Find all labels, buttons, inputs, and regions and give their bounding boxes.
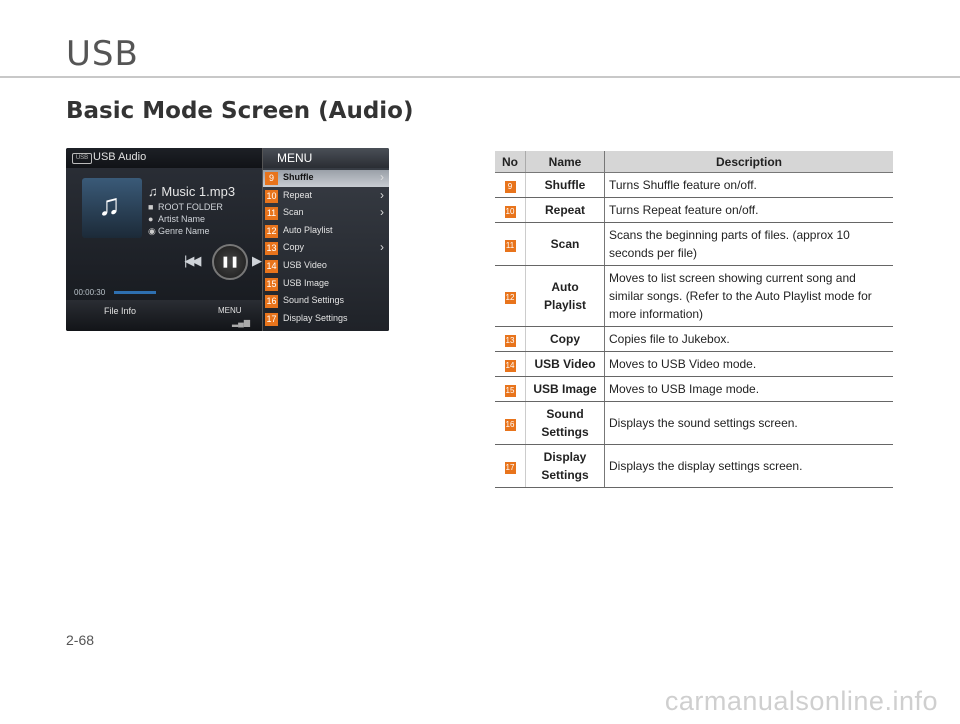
menu-item-label: USB Video	[283, 260, 327, 270]
page-number: 2-68	[66, 632, 95, 648]
table-row	[495, 377, 893, 402]
callout-number-badge: 13	[505, 336, 515, 345]
row-number-cell	[495, 266, 526, 327]
row-description-cell: Displays the sound settings screen.	[605, 402, 894, 445]
header-description: Description	[605, 151, 894, 173]
section-title: USB	[66, 34, 139, 74]
title-divider	[0, 76, 960, 78]
callout-number-badge: 11	[266, 208, 277, 219]
row-description-cell: Scans the beginning parts of files. (approx 10 seconds per file)	[605, 223, 894, 266]
menu-item[interactable]	[263, 276, 389, 293]
artist-line: ● Artist Name	[148, 214, 206, 224]
menu-item-label: Repeat	[283, 189, 313, 200]
menu-header: MENU	[263, 148, 389, 168]
description-table	[495, 151, 893, 488]
table-row	[495, 198, 893, 223]
row-number-cell	[495, 223, 526, 266]
row-name-cell: Auto Playlist	[526, 266, 605, 327]
menu-item[interactable]	[263, 205, 389, 222]
header-name: Name	[526, 151, 605, 173]
row-name-cell: Sound Settings	[526, 402, 605, 445]
menu-item[interactable]	[263, 188, 389, 205]
table-header-row	[495, 151, 893, 173]
table-row	[495, 266, 893, 327]
table-row	[495, 223, 893, 266]
menu-item[interactable]	[263, 240, 389, 257]
table-row	[495, 352, 893, 377]
genre-line: ◉ Genre Name	[148, 226, 210, 236]
track-title: ♫ Music 1.mp3	[148, 184, 236, 199]
row-number-cell	[495, 377, 526, 402]
callout-number-badge: 13	[266, 243, 277, 254]
previous-track-icon[interactable]: |◀◀	[184, 253, 199, 268]
menu-item[interactable]	[263, 293, 389, 310]
file-info-button[interactable]: File Info	[104, 306, 137, 316]
genre-icon: ◉	[148, 226, 156, 236]
row-name-cell: Scan	[526, 223, 605, 266]
menu-item-label: Shuffle	[283, 172, 314, 182]
screen-title: USB Audio	[93, 151, 147, 163]
row-name-cell: USB Video	[526, 352, 605, 377]
callout-number-badge: 10	[505, 207, 515, 216]
callout-number-badge: 14	[505, 361, 515, 370]
table-row	[495, 173, 893, 198]
callout-number-badge: 10	[266, 190, 277, 201]
row-name-cell: Display Settings	[526, 445, 605, 488]
table-row	[495, 445, 893, 488]
signal-icon: ▂▄▆	[232, 318, 250, 327]
menu-item[interactable]	[263, 258, 389, 275]
row-number-cell	[495, 198, 526, 223]
person-icon: ●	[148, 214, 154, 224]
row-name-cell: USB Image	[526, 377, 605, 402]
callout-number-badge: 15	[266, 278, 277, 289]
row-number-cell	[495, 445, 526, 488]
chevron-right-icon: ›	[380, 240, 384, 255]
menu-item-label: Copy	[283, 242, 305, 253]
callout-number-badge: 17	[266, 313, 277, 324]
chevron-right-icon: ›	[380, 170, 384, 184]
menu-item[interactable]	[263, 223, 389, 240]
table-row	[495, 402, 893, 445]
callout-number-badge: 11	[505, 241, 515, 250]
row-description-cell: Turns Repeat feature on/off.	[605, 198, 894, 223]
row-number-cell	[495, 352, 526, 377]
row-number-cell	[495, 402, 526, 445]
callout-number-badge: 9	[505, 181, 516, 193]
progress-bar	[114, 291, 156, 294]
menu-button[interactable]: MENU	[218, 306, 242, 315]
chevron-right-icon: ›	[380, 187, 384, 202]
row-name-cell: Repeat	[526, 198, 605, 223]
next-track-icon[interactable]: ▶	[252, 253, 262, 268]
table-row	[495, 327, 893, 352]
playback-controls	[178, 244, 268, 280]
callout-number-badge: 14	[266, 261, 277, 271]
callout-number-badge: 16	[266, 296, 277, 307]
row-name-cell: Copy	[526, 327, 605, 352]
row-name-cell: Shuffle	[526, 173, 605, 198]
callout-number-badge: 16	[505, 420, 515, 429]
row-number-cell	[495, 327, 526, 352]
chevron-right-icon: ›	[380, 205, 384, 220]
callout-number-badge: 12	[505, 293, 515, 302]
usb-icon: USB	[72, 153, 92, 164]
row-description-cell: Turns Shuffle feature on/off.	[605, 173, 894, 198]
menu-item-label: USB Image	[283, 277, 330, 288]
row-description-cell: Displays the display settings screen.	[605, 445, 894, 488]
callout-number-badge: 9	[265, 172, 278, 185]
row-description-cell: Moves to USB Video mode.	[605, 352, 894, 377]
header-no: No	[495, 151, 526, 173]
elapsed-time: 00:00:30	[74, 288, 106, 297]
callout-number-badge: 15	[505, 386, 515, 395]
music-note-icon: ♫	[98, 189, 121, 222]
folder-line: ■ ROOT FOLDER	[148, 202, 223, 212]
menu-item-label: Display Settings	[283, 312, 348, 323]
row-description-cell: Moves to list screen showing current song and similar songs. (Refer to the Auto Playlist mode for more information)	[605, 266, 894, 327]
page-subtitle: Basic Mode Screen (Audio)	[66, 98, 414, 124]
row-number-cell	[495, 173, 526, 198]
callout-number-badge: 12	[266, 225, 277, 236]
menu-item-label: Sound Settings	[283, 295, 345, 306]
menu-item[interactable]	[263, 311, 389, 328]
menu-panel	[262, 148, 389, 331]
watermark: carmanualsonline.info	[664, 686, 938, 716]
row-description-cell: Copies file to Jukebox.	[605, 327, 894, 352]
menu-item-label: Auto Playlist	[283, 224, 333, 235]
row-description-cell: Moves to USB Image mode.	[605, 377, 894, 402]
music-note-icon: ♫	[148, 184, 162, 199]
folder-icon: ■	[148, 202, 154, 212]
pause-button[interactable]: ❚❚	[212, 244, 248, 280]
menu-item[interactable]	[263, 170, 389, 187]
menu-item-label: Scan	[283, 207, 304, 218]
usb-audio-screen	[66, 148, 389, 331]
album-art	[82, 178, 142, 238]
track-info	[148, 184, 235, 237]
screen-header	[66, 148, 262, 168]
callout-number-badge: 17	[505, 463, 515, 472]
